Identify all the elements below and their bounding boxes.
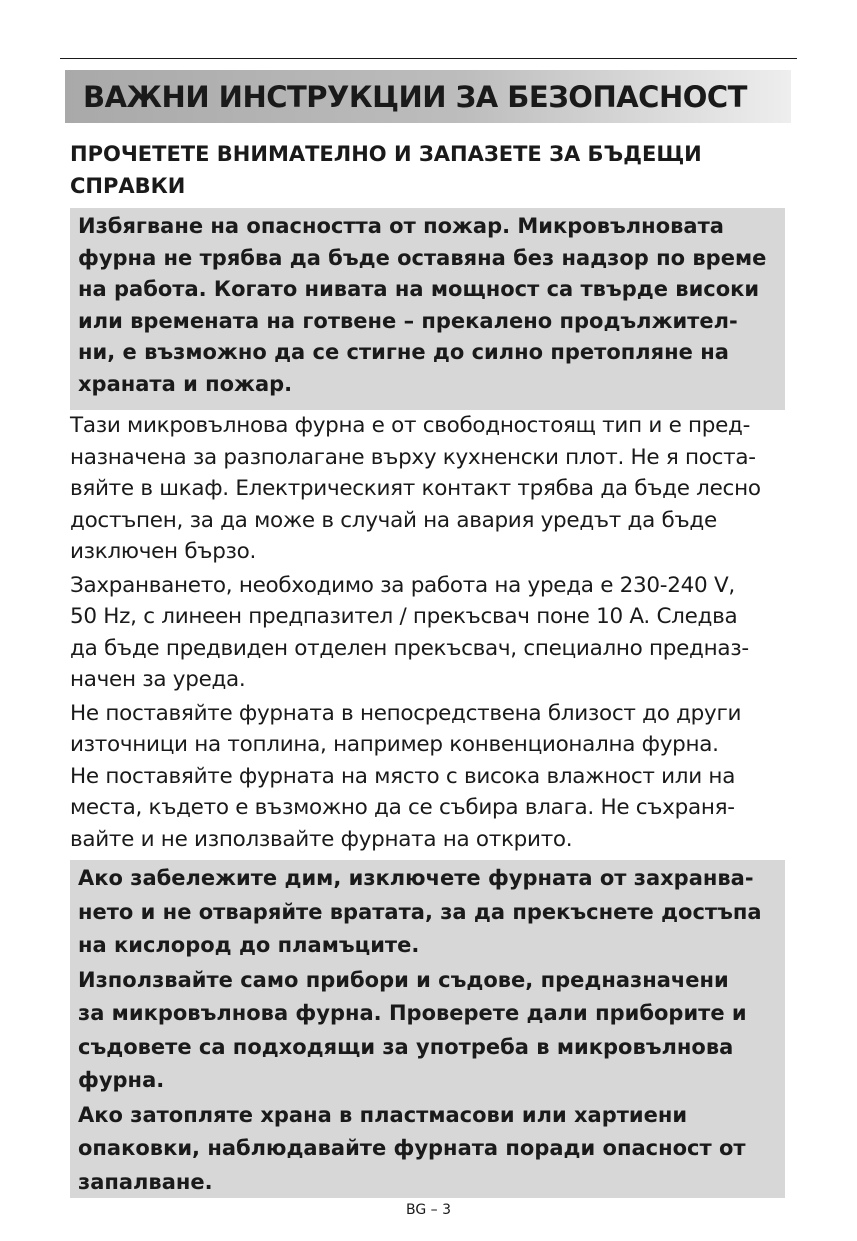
warning-line: или времената на готвене – прекалено продължител- [78, 308, 738, 333]
warning-paragraph-packaging [78, 1100, 777, 1199]
top-divider [60, 58, 797, 59]
warning-paragraph-utensils [78, 965, 777, 1097]
warning-line: Използвайте само прибори и съдове, предназначени [78, 967, 729, 992]
body-line: източници на топлина, например конвенционална фурна. [70, 732, 719, 757]
warning-line: храната и пожар. [78, 371, 293, 396]
warning-line: Избягване на опасността от пожар. Микровълновата [78, 214, 724, 238]
warning-line: Ако затопляте храна в пластмасови или хартиени [78, 1102, 688, 1127]
warning-line: за микровълнова фурна. Проверете дали приборите и [78, 1001, 747, 1025]
section-header-bar [65, 70, 791, 123]
subheading-line: СПРАВКИ [70, 174, 186, 198]
body-line: 50 Hz, с линеен предпазител / прекъсвач поне 10 A. Следва [70, 604, 738, 629]
subheading [70, 138, 770, 202]
page-title: ВАЖНИ ИНСТРУКЦИИ ЗА БЕЗОПАСНОСТ [83, 79, 747, 114]
body-line: достъпен, за да може в случай на авария уредът да бъде [70, 507, 717, 533]
body-line: Не поставяйте фурната в непосредствена близост до други [70, 700, 742, 726]
warning-paragraph-smoke [78, 863, 777, 962]
body-line: Тази микровълнова фурна е от свободностоящ тип и е пред- [70, 413, 751, 438]
warning-line: ни, е възможно да се стигне до силно претопляне на [78, 340, 729, 364]
body-line: Не поставяйте фурната на място с висока влажност или на [70, 763, 736, 789]
body-line: назначена за разполагане върху кухненски плот. Не я поста- [70, 444, 756, 470]
paragraph-placement [70, 410, 790, 568]
warning-line: нето и не отваряйте вратата, за да прекъснете достъпа [78, 899, 762, 924]
body-line: места, където е възможно да се събира влага. Не съхраня- [70, 795, 735, 820]
paragraph-location [70, 698, 790, 856]
warning-line: фурна не трябва да бъде оставяна без надзор по време [78, 245, 767, 270]
body-line: да бъде предвиден отделен прекъсвач, специално предназ- [70, 635, 749, 661]
warning-line: запалване. [78, 1169, 213, 1194]
body-text [70, 410, 790, 855]
paragraph-power [70, 570, 790, 696]
warning-line: съдовете са подходящи за употреба в микровълнова [78, 1034, 734, 1059]
body-line: начен за уреда. [70, 667, 246, 692]
fire-warning-box [70, 208, 785, 410]
subheading-line: ПРОЧЕТЕТЕ ВНИМАТЕЛНО И ЗАПАЗЕТЕ ЗА БЪДЕЩИ [70, 142, 702, 166]
warning-line: на кислород до пламъците. [78, 933, 420, 957]
warning-line: фурна. [78, 1068, 165, 1092]
body-line: вайте и не използвайте фурната на открито. [70, 826, 573, 852]
warning-line: Ако забележите дим, изключете фурната от захранва- [78, 866, 754, 890]
body-line: Захранването, необходимо за работа на уреда е 230-240 V, [70, 572, 735, 598]
body-line: вяйте в шкаф. Електрическият контакт трябва да бъде лесно [70, 476, 761, 501]
warning-line: опаковки, наблюдавайте фурната поради опасност от [78, 1136, 746, 1160]
body-line: изключен бързо. [70, 539, 257, 564]
page-number: BG – 3 [405, 1202, 451, 1218]
smoke-warning-box [70, 860, 785, 1198]
warning-line: на работа. Когато нивата на мощност са твърде високи [78, 277, 760, 301]
